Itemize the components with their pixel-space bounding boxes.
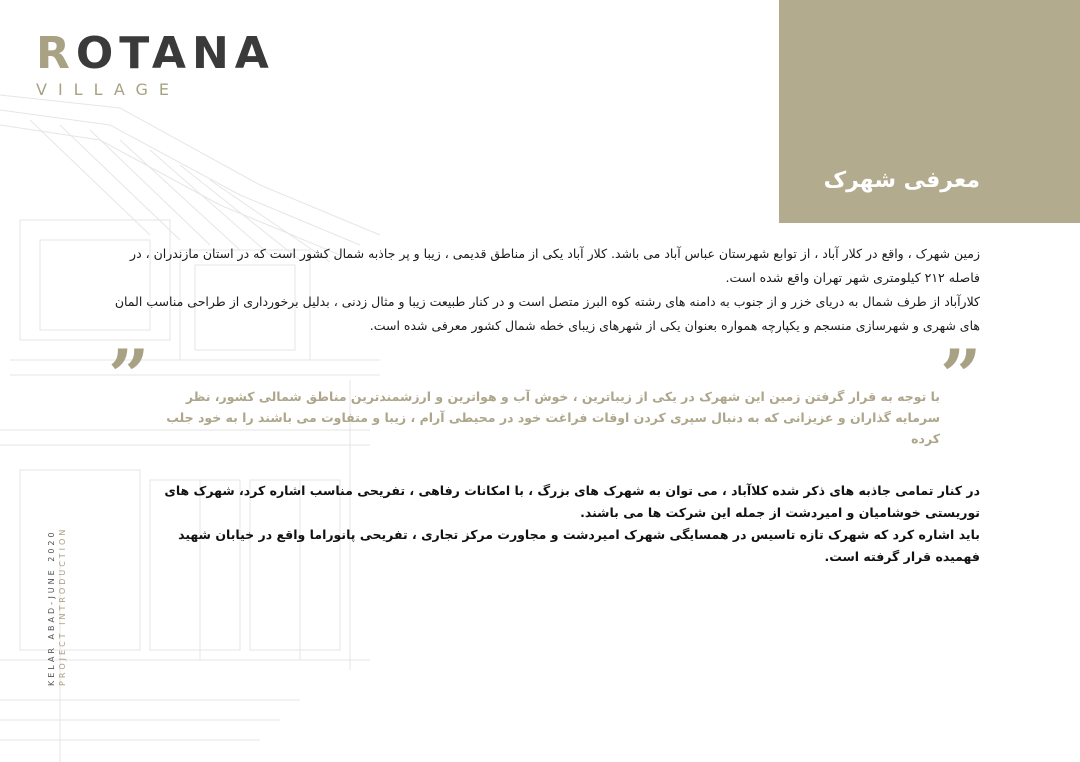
logo-wordmark — [36, 28, 275, 79]
side-caption-project: PROJECT INTRODUCTION — [58, 526, 67, 686]
quote-mark-right-icon: ” — [940, 333, 982, 418]
quote-block — [150, 386, 940, 449]
logo-subtitle: VILLAGE — [36, 80, 181, 99]
attractions-paragraph-2: باید اشاره کرد که شهرک تازه تاسیس در همسایگی شهرک امیردشت و مجاورت مرکز تجاری ، تفریحی پانوراما واقع در خیابان شهید فهمیده قرار گرفته است. — [178, 527, 980, 564]
quote-mark-left-icon: ” — [108, 333, 150, 418]
section-title: معرفی شهرک — [823, 168, 980, 193]
side-caption — [46, 527, 68, 686]
intro-paragraph-2: کلارآباد از طرف شمال به دریای خزر و از جنوب به دامنه های رشته کوه البرز متصل است و در کنار طبیعت زیبا و مثال زدنی ، بدلیل برخورداری از طراحی مناسب المان های شهری و شهرسازی منسجم و یکپارچه همواره بعنوان یکی از شهرهای زیبای خطه شمال کشور معرفی شده است. — [114, 294, 980, 333]
attractions-paragraph-1: در کنار تمامی جاذبه های ذکر شده کلاآباد ، می توان به شهرک های بزرگ ، با امکانات رفاهی ، تفریحی مناسب اشاره کرد، شهرک های توریستی خوشامیان و امیردشت از جمله این شرکت ها می باشند. — [164, 483, 980, 520]
section-title-box — [779, 0, 1080, 223]
intro-paragraph-1: زمین شهرک ، واقع در کلار آباد ، از توابع شهرستان عباس آباد می باشد. کلار آباد یکی از مناطق قدیمی ، زیبا و پر جاذبه شمال کشور است که در استان مازندران ، در فاصله ۲۱۲ کیلومتری شهر تهران واقع شده است. — [130, 246, 980, 285]
quote-text: با توجه به قرار گرفتن زمین این شهرک در یکی از زیباترین ، خوش آب و هواترین و ارزشمندترین مناطق شمالی کشور، نظر سرمایه گذاران و عزیزانی که به دنبال سپری کردن اوقات فراغت خود در محیطی آرام ، زیبا و متفاوت می باشند را به خود جلب کرده — [166, 389, 940, 446]
logo-accent-letter: R — [36, 28, 76, 79]
logo — [36, 28, 275, 99]
attractions-text — [140, 480, 980, 568]
intro-text — [110, 242, 980, 338]
logo-wordmark-rest: OTANA — [75, 28, 275, 79]
side-caption-date: KELAR ABAD-JUNE 2020 — [47, 529, 56, 686]
